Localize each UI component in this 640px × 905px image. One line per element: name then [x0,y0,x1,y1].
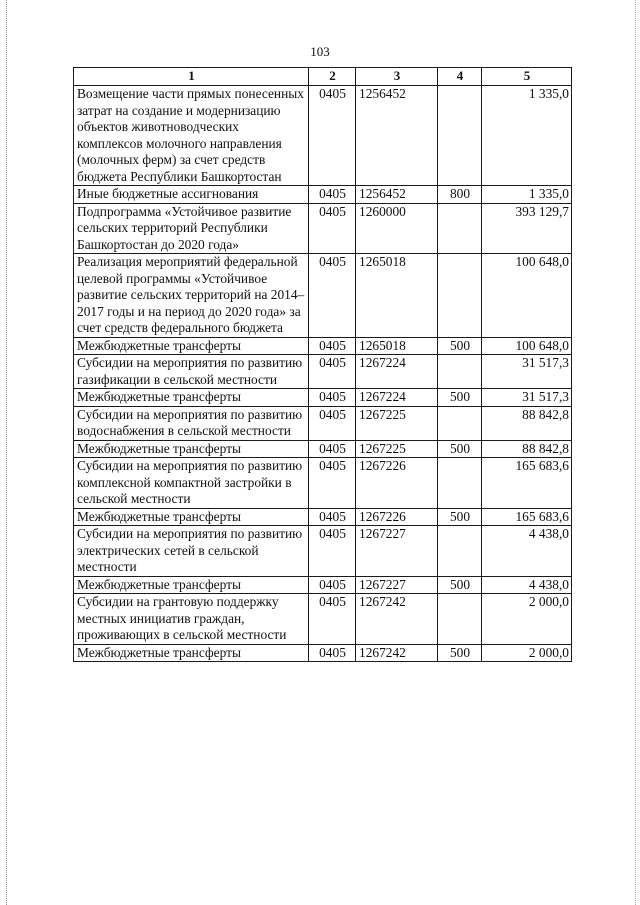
row-amount: 1 335,0 [482,86,572,186]
row-name: Межбюджетные трансферты [74,440,309,458]
header-col-2: 2 [309,68,356,86]
row-expense-type: 500 [438,576,482,594]
table-row [74,440,572,458]
row-amount: 31 517,3 [482,355,572,389]
row-section-code: 0405 [309,406,356,440]
row-section-code: 0405 [309,526,356,577]
row-target-code: 1256452 [356,186,438,204]
header-row [74,68,572,86]
row-expense-type [438,203,482,254]
header-col-3: 3 [356,68,438,86]
row-name: Возмещение части прямых понесенных затрат на создание и модернизацию объектов животноводческих комплексов молочного направления (молочных ферм) за счет средств бюджета Республики Башкортостан [74,86,309,186]
row-expense-type [438,254,482,338]
row-name: Межбюджетные трансферты [74,576,309,594]
table-row [74,406,572,440]
row-section-code: 0405 [309,389,356,407]
table-row [74,86,572,186]
row-amount: 165 683,6 [482,458,572,509]
row-amount: 31 517,3 [482,389,572,407]
table-row [74,186,572,204]
left-scan-edge [6,0,7,905]
row-expense-type: 800 [438,186,482,204]
row-name: Межбюджетные трансферты [74,389,309,407]
row-section-code: 0405 [309,86,356,186]
table-row [74,594,572,645]
row-amount: 1 335,0 [482,186,572,204]
row-section-code: 0405 [309,254,356,338]
row-amount: 2 000,0 [482,594,572,645]
row-section-code: 0405 [309,355,356,389]
table-row [74,508,572,526]
table-row [74,203,572,254]
row-expense-type: 500 [438,508,482,526]
row-target-code: 1267242 [356,644,438,662]
row-amount: 4 438,0 [482,576,572,594]
row-amount: 2 000,0 [482,644,572,662]
table-row [74,458,572,509]
row-section-code: 0405 [309,594,356,645]
row-expense-type [438,594,482,645]
row-target-code: 1267242 [356,594,438,645]
row-name: Субсидии на мероприятия по развитию электрических сетей в сельской местности [74,526,309,577]
row-target-code: 1267226 [356,508,438,526]
row-expense-type: 500 [438,440,482,458]
header-col-4: 4 [438,68,482,86]
row-amount: 165 683,6 [482,508,572,526]
table-row [74,526,572,577]
row-amount: 100 648,0 [482,337,572,355]
row-name: Иные бюджетные ассигнования [74,186,309,204]
row-section-code: 0405 [309,440,356,458]
table-row [74,337,572,355]
row-amount: 88 842,8 [482,406,572,440]
row-expense-type [438,526,482,577]
row-target-code: 1265018 [356,254,438,338]
table-row [74,355,572,389]
row-expense-type [438,355,482,389]
table-row [74,644,572,662]
right-scan-edge [635,0,636,905]
row-target-code: 1256452 [356,86,438,186]
row-name: Межбюджетные трансферты [74,337,309,355]
row-section-code: 0405 [309,576,356,594]
row-section-code: 0405 [309,508,356,526]
table-row [74,576,572,594]
row-section-code: 0405 [309,458,356,509]
row-section-code: 0405 [309,644,356,662]
row-expense-type [438,86,482,186]
row-expense-type: 500 [438,644,482,662]
row-target-code: 1267227 [356,526,438,577]
row-name: Реализация мероприятий федеральной целевой программы «Устойчивое развитие сельских территорий на 2014–2017 годы и на период до 2020 года» за счет средств федерального бюджета [74,254,309,338]
header-col-1: 1 [74,68,309,86]
row-target-code: 1260000 [356,203,438,254]
row-section-code: 0405 [309,337,356,355]
row-name: Субсидии на мероприятия по развитию газификации в сельской местности [74,355,309,389]
row-name: Субсидии на мероприятия по развитию комплексной компактной застройки в сельской местности [74,458,309,509]
row-amount: 393 129,7 [482,203,572,254]
row-name: Межбюджетные трансферты [74,508,309,526]
row-expense-type: 500 [438,337,482,355]
row-expense-type [438,458,482,509]
row-target-code: 1267225 [356,440,438,458]
row-name: Субсидии на грантовую поддержку местных инициатив граждан, проживающих в сельской местности [74,594,309,645]
row-name: Субсидии на мероприятия по развитию водоснабжения в сельской местности [74,406,309,440]
row-amount: 88 842,8 [482,440,572,458]
row-target-code: 1267224 [356,355,438,389]
row-section-code: 0405 [309,186,356,204]
row-target-code: 1267224 [356,389,438,407]
page-number: 103 [310,44,330,59]
row-target-code: 1267225 [356,406,438,440]
header-col-5: 5 [482,68,572,86]
row-amount: 100 648,0 [482,254,572,338]
row-target-code: 1265018 [356,337,438,355]
row-target-code: 1267226 [356,458,438,509]
table-row [74,389,572,407]
row-section-code: 0405 [309,203,356,254]
row-expense-type: 500 [438,389,482,407]
table-row [74,254,572,338]
budget-table [73,67,572,662]
row-expense-type [438,406,482,440]
row-name: Подпрограмма «Устойчивое развитие сельских территорий Республики Башкортостан до 2020 года» [74,203,309,254]
row-amount: 4 438,0 [482,526,572,577]
row-name: Межбюджетные трансферты [74,644,309,662]
row-target-code: 1267227 [356,576,438,594]
